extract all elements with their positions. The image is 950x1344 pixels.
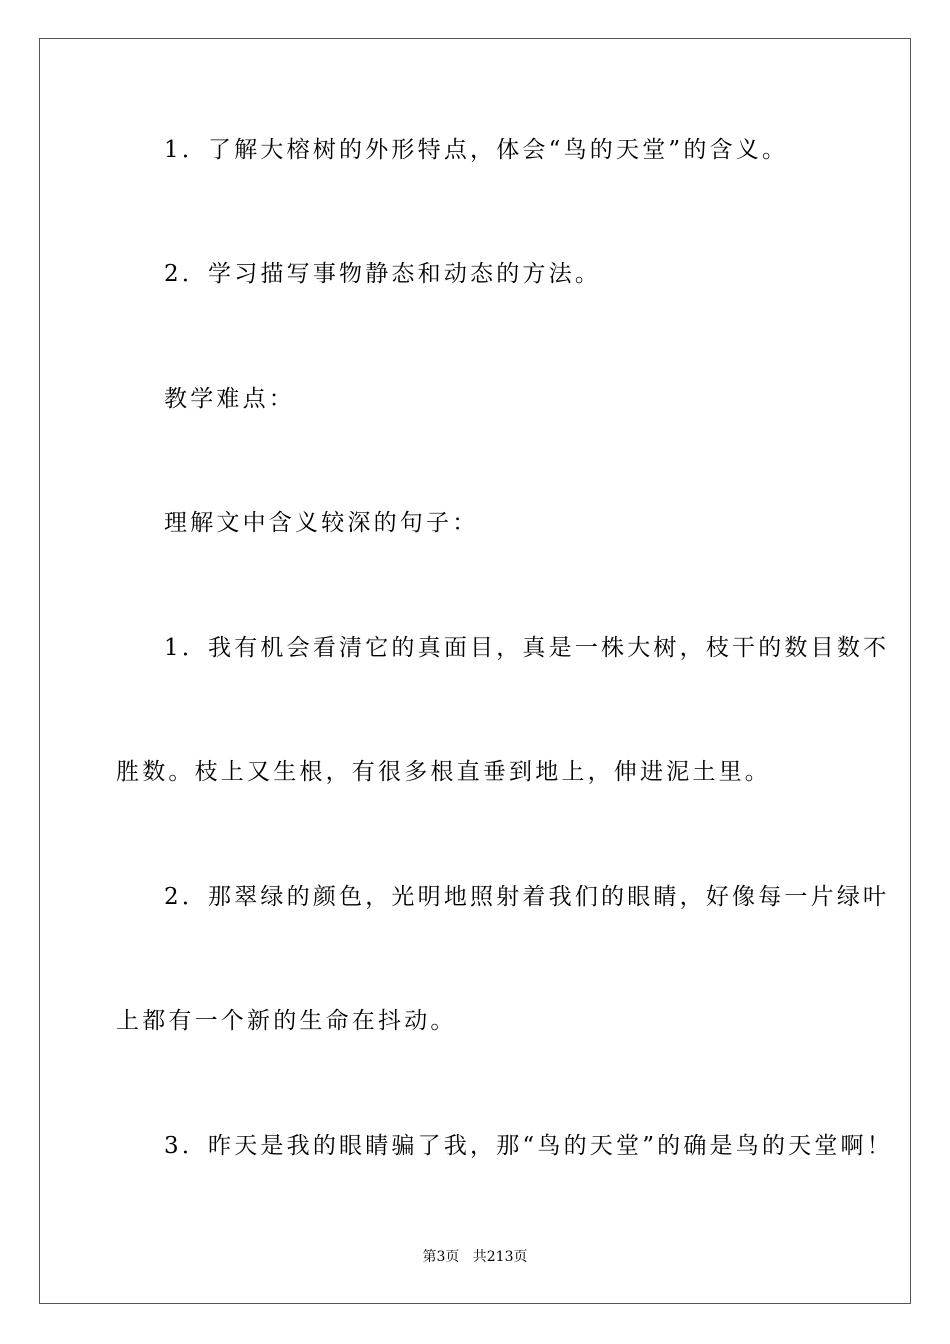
page-border — [39, 38, 911, 1304]
paragraph-sentence-3: 3．昨天是我的眼睛骗了我，那“鸟的天堂”的确是鸟的天堂啊！ — [164, 1133, 893, 1159]
paragraph-sentence-2-line-1: 2．那翠绿的颜色，光明地照射着我们的眼睛，好像每一片绿叶 — [164, 884, 890, 910]
paragraph-goal-2: 2．学习描写事物静态和动态的方法。 — [164, 261, 602, 287]
paragraph-sentence-1-line-1: 1．我有机会看清它的真面目，真是一株大树，枝干的数目数不 — [164, 635, 890, 661]
paragraph-intro: 理解文中含义较深的句子： — [164, 510, 479, 536]
paragraph-goal-1: 1．了解大榕树的外形特点，体会“鸟的天堂”的含义。 — [164, 137, 789, 163]
heading-teaching-difficulty: 教学难点： — [164, 386, 295, 412]
page-footer: 第3页 共213页 — [422, 1249, 528, 1265]
paragraph-sentence-2-line-2: 上都有一个新的生命在抖动。 — [116, 1008, 457, 1034]
paragraph-sentence-1-line-2: 胜数。枝上又生根，有很多根直垂到地上，伸进泥土里。 — [116, 759, 771, 785]
